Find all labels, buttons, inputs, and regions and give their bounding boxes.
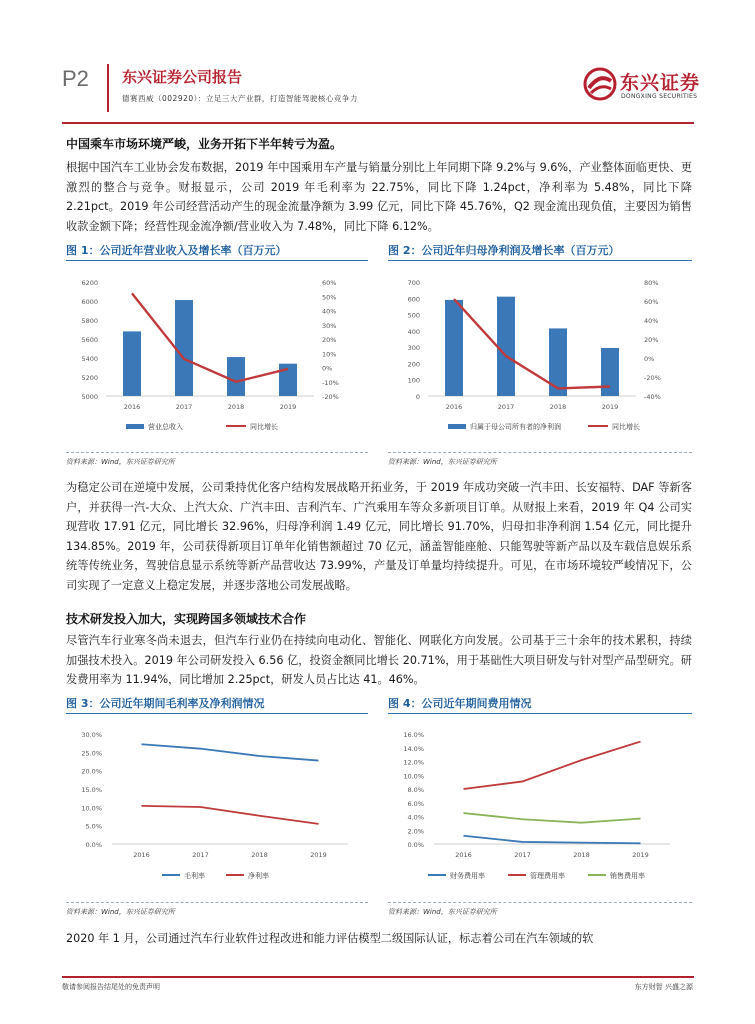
- y-tick-right: 40%: [322, 307, 337, 316]
- x-tick-label: 2018: [549, 403, 567, 411]
- legend-label: 毛利率: [184, 872, 205, 880]
- x-tick-label: 2019: [310, 851, 327, 859]
- y-tick: 8.0%: [407, 786, 424, 794]
- paragraph-certification: 2020 年 1 月，公司通过汽车行业软件过程改进和能力评估模型二级国际认证，标志着公司在汽车领域的软: [66, 932, 594, 945]
- paragraph-business: 为稳定公司在逆境中发展，公司秉持优化客户结构发展战略开拓业务，于 2019 年成功突破一汽丰田、长安福特、DAF 等新客户，并获得一汽-大众、上汽大众、广汽丰田、吉利汽车、广汽乘用车等众多新项目订单。从财报上来看，2019 年 Q4 公司实现营收 17.91 亿元，同比增长 32.96%，归母净利润 1.49 亿元，同比增长 91.70%，归母扣非净利润 1.54 亿元，同比提升 134.85%。2019 年，公司获得新项目订单年化销售额超过 70 亿元，涵盖智能座舱、只能驾驶等新产品以及车载信息娱乐系统等传统业务，驾驶信息显示系统等新产品营收达 73.99%，产量及订单量均持续提升。可见，在市场环境较严峻情况下，公司实现了一定意义上稳定发展，并逐步落地公司发展战略。: [66, 481, 692, 592]
- y-tick: 2.0%: [407, 827, 424, 836]
- figure-4-source: 资料来源：Wind，东兴证券研究所: [388, 908, 497, 916]
- y-tick-right: 30%: [322, 321, 337, 330]
- y-tick-right: 60%: [322, 279, 337, 287]
- figure-1-title: 图 1：公司近年营业收入及增长率（百万元）: [66, 244, 287, 257]
- x-tick-label: 2017: [192, 851, 209, 859]
- x-tick-label: 2017: [497, 403, 515, 411]
- y-tick-left: 700: [407, 279, 420, 287]
- report-title: 东兴证券公司报告: [122, 68, 243, 86]
- legend-label: 同比增长: [612, 423, 640, 431]
- x-tick-label: 2019: [632, 851, 649, 859]
- y-tick-left: 5400: [81, 355, 98, 363]
- y-tick: 20.0%: [81, 767, 102, 776]
- figure-3-title: 图 3：公司近年期间毛利率及净利润情况: [66, 697, 265, 710]
- bar: [497, 297, 515, 396]
- y-tick-left: 200: [407, 360, 420, 369]
- bar: [279, 364, 297, 396]
- y-tick-right: 40%: [644, 317, 659, 325]
- chart-revenue: [66, 272, 368, 442]
- y-tick-right: -20%: [644, 374, 661, 382]
- y-tick-right: 20%: [644, 336, 659, 344]
- series-line: [464, 836, 641, 844]
- y-tick-left: 400: [407, 327, 420, 336]
- figure-2-title: 图 2：公司近年归母净利润及增长率（百万元）: [388, 244, 620, 257]
- series-line: [464, 742, 641, 789]
- series-line: [142, 744, 319, 760]
- y-tick-left: 5800: [81, 317, 98, 325]
- legend-swatch-bar: [126, 424, 144, 429]
- y-tick-left: 6000: [81, 298, 98, 306]
- y-tick-left: 500: [407, 311, 420, 320]
- y-tick: 10.0%: [81, 804, 102, 813]
- chart-margins: [66, 726, 368, 888]
- y-tick-right: 80%: [644, 279, 659, 287]
- y-tick-left: 5600: [81, 336, 98, 344]
- figure-1-source: 资料来源：Wind，东兴证券研究所: [66, 458, 175, 466]
- figure-2-source: 资料来源：Wind，东兴证券研究所: [388, 458, 497, 466]
- chart-net-profit: [388, 272, 692, 442]
- y-tick-right: 20%: [322, 336, 337, 344]
- series-line: [454, 299, 610, 388]
- x-tick-label: 2016: [445, 403, 463, 411]
- company-logo-icon: [583, 67, 617, 101]
- x-tick-label: 2017: [514, 851, 531, 859]
- x-tick-label: 2018: [251, 851, 268, 859]
- x-tick-label: 2017: [175, 403, 193, 411]
- y-tick-right: -40%: [644, 393, 661, 401]
- y-tick-right: 60%: [644, 298, 659, 306]
- x-tick-label: 2018: [573, 851, 590, 859]
- header-rule: [62, 122, 694, 124]
- bar: [175, 300, 193, 396]
- logo-english: DONGXING SECURITIES: [621, 93, 698, 100]
- legend-label: 销售费用率: [610, 872, 645, 880]
- y-tick: 15.0%: [81, 786, 102, 794]
- footer-slogan: 东方财智 兴盛之源: [634, 983, 693, 991]
- y-tick-left: 0: [415, 393, 420, 401]
- legend-label: 归属于母公司所有者的净利润: [470, 423, 561, 431]
- header-divider: [107, 64, 109, 112]
- y-tick-right: -10%: [322, 378, 339, 387]
- x-tick-label: 2016: [123, 403, 141, 411]
- y-tick: 6.0%: [407, 799, 424, 808]
- y-tick-right: -20%: [322, 393, 339, 401]
- y-tick: 0.0%: [85, 841, 102, 849]
- section-heading-market: 中国乘车市场环境严峻，业务开拓下半年转亏为盈。: [66, 137, 343, 151]
- footer-disclaimer: 敬请参阅报告结尾处的免责声明: [62, 983, 160, 991]
- section-heading-rnd: 技术研发投入加大，实现跨国多领域技术合作: [66, 612, 307, 626]
- bar: [601, 348, 619, 396]
- series-line: [142, 806, 319, 824]
- x-tick-label: 2016: [455, 851, 472, 859]
- chart-expense-ratios: [388, 726, 692, 888]
- x-tick-label: 2019: [279, 403, 297, 411]
- bar: [227, 357, 245, 396]
- y-tick: 16.0%: [403, 731, 424, 739]
- figure-3-source: 资料来源：Wind，东兴证券研究所: [66, 908, 175, 916]
- y-tick-right: 50%: [322, 293, 337, 302]
- page-number: P2: [62, 66, 89, 91]
- y-tick: 0.0%: [407, 841, 424, 849]
- y-tick: 25.0%: [81, 749, 102, 758]
- y-tick-right: 10%: [322, 350, 337, 359]
- report-subtitle: 德赛西威（002920）：立足三大产业群，打造智能驾驶核心竞争力: [122, 94, 358, 103]
- y-tick-right: 0%: [322, 364, 333, 373]
- legend-label: 营业总收入: [148, 423, 183, 431]
- y-tick-left: 5000: [81, 393, 98, 401]
- legend-label: 净利率: [248, 872, 269, 880]
- legend-label: 财务费用率: [450, 872, 485, 880]
- legend-label: 管理费用率: [530, 872, 565, 880]
- y-tick-left: 5200: [81, 374, 98, 382]
- y-tick-left: 100: [407, 376, 420, 385]
- logo-text: 东兴证券: [620, 72, 701, 94]
- y-tick: 4.0%: [407, 813, 424, 822]
- y-tick: 5.0%: [85, 822, 102, 831]
- x-tick-label: 2016: [133, 851, 150, 859]
- y-tick: 14.0%: [403, 744, 424, 753]
- y-tick: 30.0%: [81, 731, 102, 739]
- paragraph-market: 根据中国汽车工业协会发布数据，2019 年中国乘用车产量与销量分别比上年同期下降 9.2%与 9.6%，产业整体面临更快、更激烈的整合与竞争。财报显示，公司 2019 年毛利率为 22.75%，同比下降 1.24pct，净利率为 5.48%，同比下降 2.21pct。2019 年公司经营活动产生的现金流量净额为 3.99 亿元，同比下降 45.76%，Q2 现金流出现负值，主要因为销售收款金额下降；经营性现金流净额/营业收入为 7.48%，同比下降 6.12%。: [66, 161, 692, 233]
- y-tick: 10.0%: [403, 772, 424, 781]
- y-tick-left: 300: [407, 344, 420, 353]
- legend-swatch-bar: [448, 424, 466, 429]
- figure-4-title: 图 4：公司近年期间费用情况: [388, 697, 532, 710]
- footer-rule: [62, 976, 694, 978]
- y-tick-left: 600: [407, 295, 420, 304]
- bar: [123, 331, 141, 396]
- y-tick-right: 0%: [644, 355, 655, 363]
- x-tick-label: 2018: [227, 403, 245, 411]
- x-tick-label: 2019: [601, 403, 619, 411]
- legend-label: 同比增长: [250, 423, 278, 431]
- paragraph-rnd: 尽管汽车行业寒冬尚未退去，但汽车行业仍在持续向电动化、智能化、网联化方向发展。公司基于三十余年的技术累积，持续加强技术投入。2019 年公司研发投入 6.56 亿，投资金额同比增长 20.71%，用于基础性大项目研发与针对型产品型研究。研发费用率为 11.94%，同比增加 2.25pct，研发人员占比达 41。46%。: [66, 634, 692, 686]
- series-line: [464, 813, 641, 823]
- series-line: [132, 293, 288, 381]
- y-tick: 12.0%: [403, 758, 424, 767]
- bar: [445, 300, 463, 396]
- y-tick-left: 6200: [81, 279, 98, 287]
